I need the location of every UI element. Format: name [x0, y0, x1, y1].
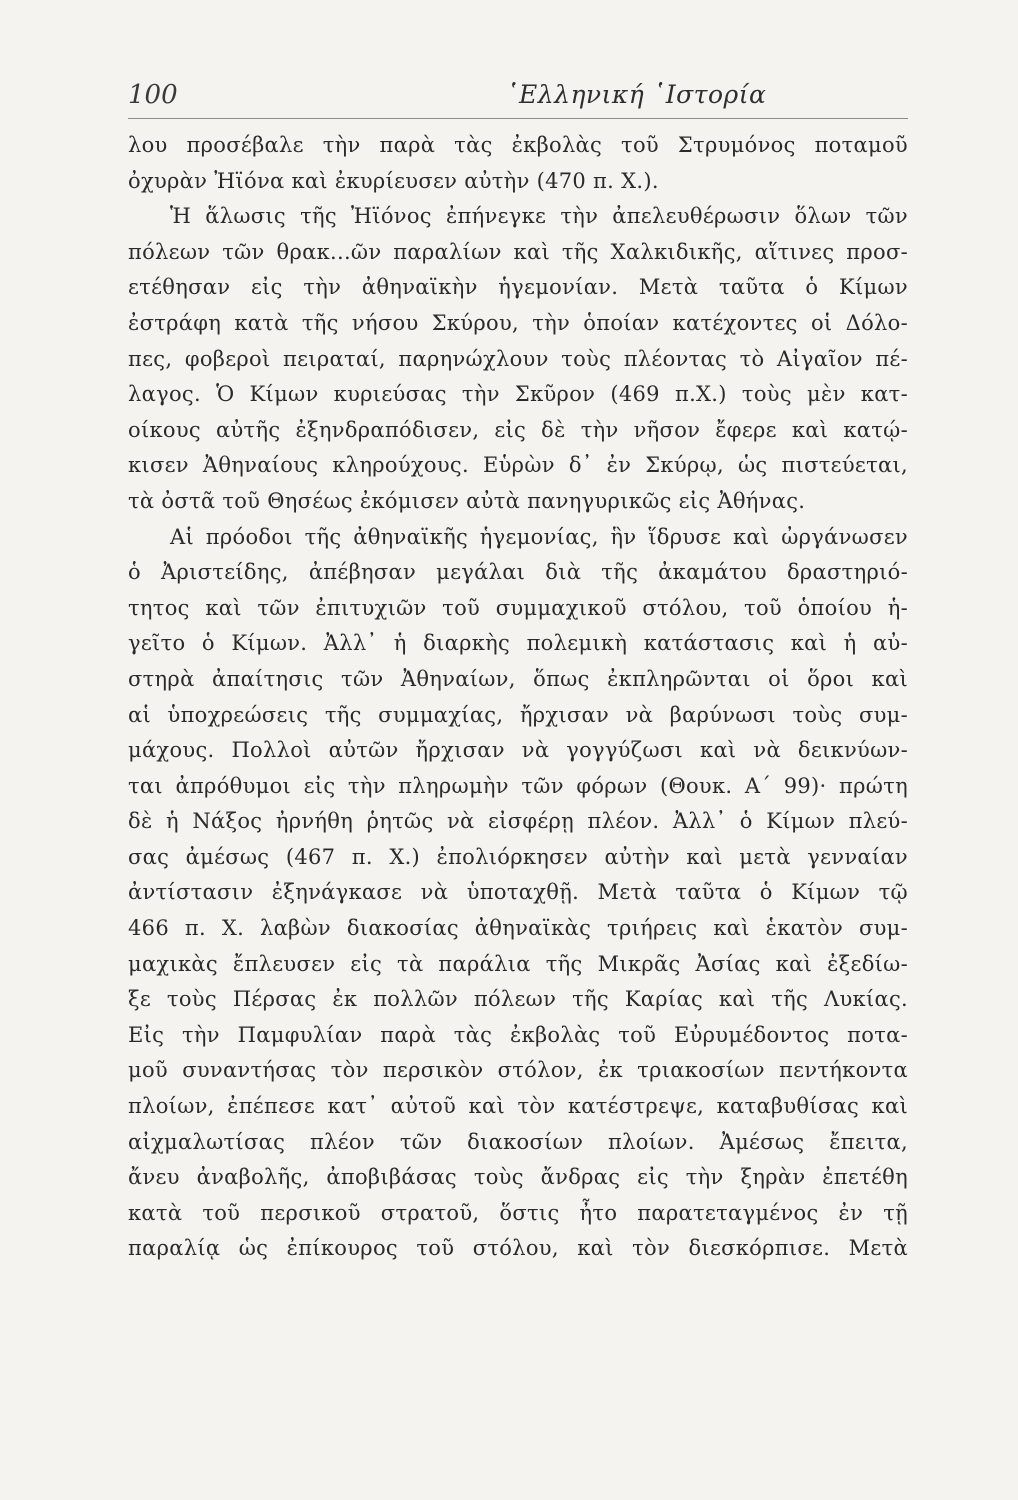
text-line: μαχικὰς ἔπλευσεν εἰς τὰ παράλια τῆς Μικρᾶς Ἀσίας καὶ ἐξεδίω- [128, 951, 908, 976]
text-line: μάχους. Πολλοὶ αὐτῶν ἤρχισαν νὰ γογγύζωσι καὶ νὰ δεικνύων- [128, 738, 908, 763]
text-line: τητος καὶ τῶν ἐπιτυχιῶν τοῦ συμμαχικοῦ στόλου, τοῦ ὁποίου ἡ- [128, 595, 908, 620]
text-line: ετέθησαν εἰς τὴν ἀθηναϊκὴν ἡγεμονίαν. Μετὰ ταῦτα ὁ Κίμων [128, 275, 908, 300]
text-line: σας ἀμέσως (467 π. Χ.) ἐπολιόρκησεν αὐτὴν καὶ μετὰ γενναίαν [128, 844, 908, 869]
text-line: ται ἀπρόθυμοι εἰς τὴν πληρωμὴν τῶν φόρων (Θουκ. Α΄ 99)· πρώτη [128, 773, 908, 798]
text-line: παραλίᾳ ὡς ἐπίκουρος τοῦ στόλου, καὶ τὸν διεσκόρπισε. Μετὰ [128, 1236, 908, 1261]
text-line: μοῦ συναντήσας τὸν περσικὸν στόλον, ἐκ τριακοσίων πεντήκοντα [128, 1058, 908, 1083]
text-line: οίκους αὐτῆς ἐξηνδραπόδισεν, εἰς δὲ τὴν νῆσον ἔφερε καὶ κατῴ- [128, 417, 908, 442]
text-line: τὰ ὀστᾶ τοῦ Θησέως ἐκόμισεν αὐτὰ πανηγυρικῶς εἰς Ἀθήνας. [128, 488, 806, 513]
running-title: ῾Ελληνική ῾Ιστορία [506, 80, 767, 109]
text-line: ξε τοὺς Πέρσας ἐκ πολλῶν πόλεων τῆς Καρίας καὶ τῆς Λυκίας. [128, 987, 908, 1012]
text-line: πλοίων, ἐπέπεσε κατ᾽ αὐτοῦ καὶ τὸν κατέστρεψε, καταβυθίσας καὶ [128, 1094, 908, 1119]
text-line: κισεν Ἀθηναίους κληρούχους. Εὑρὼν δ᾽ ἐν Σκύρῳ, ὡς πιστεύεται, [128, 453, 908, 478]
text-line: πόλεων τῶν θρακ...ῶν παραλίων καὶ τῆς Χαλκιδικῆς, αἵτινες προσ- [128, 239, 908, 264]
text-line: αἰχμαλωτίσας πλέον τῶν διακοσίων πλοίων. Ἀμέσως ἔπειτα, [128, 1129, 908, 1154]
text-line: ἄνευ ἀναβολῆς, ἀποβιβάσας τοὺς ἄνδρας εἰς τὴν ξηρὰν ἐπετέθη [128, 1165, 908, 1190]
text-line: κατὰ τοῦ περσικοῦ στρατοῦ, ὅστις ἦτο παρατεταγμένος ἐν τῇ [128, 1200, 908, 1225]
text-line: αἱ ὑποχρεώσεις τῆς συμμαχίας, ἤρχισαν νὰ βαρύνωσι τοὺς συμ- [128, 702, 908, 727]
text-line: γεῖτο ὁ Κίμων. Ἀλλ᾽ ἡ διαρκὴς πολεμικὴ κατάστασις καὶ ἡ αὐ- [128, 631, 908, 656]
text-line: πες, φοβεροὶ πειραταί, παρηνώχλουν τοὺς πλέοντας τὸ Αἰγαῖον πέ- [128, 346, 908, 371]
text-line: Εἰς τὴν Παμφυλίαν παρὰ τὰς ἐκβολὰς τοῦ Εὐρυμέδοντος ποτα- [128, 1022, 908, 1047]
text-line: στηρὰ ἀπαίτησις τῶν Ἀθηναίων, ὅπως ἐκπληρῶνται οἱ ὅροι καὶ [128, 666, 908, 691]
page-header [128, 80, 906, 120]
text-line: 466 π. Χ. λαβὼν διακοσίας ἀθηναϊκὰς τριήρεις καὶ ἑκατὸν συμ- [128, 916, 908, 941]
text-line: ὁ Ἀριστείδης, ἀπέβησαν μεγάλαι διὰ τῆς ἀκαμάτου δραστηριό- [128, 560, 908, 585]
text-line: δὲ ἡ Νάξος ἠρνήθη ῥητῶς νὰ εἰσφέρῃ πλέον. Ἀλλ᾽ ὁ Κίμων πλεύ- [128, 809, 908, 834]
text-line: ἐστράφη κατὰ τῆς νήσου Σκύρου, τὴν ὁποίαν κατέχοντες οἱ Δόλο- [128, 310, 908, 335]
header-rule [128, 118, 908, 119]
text-line: Αἱ πρόοδοι τῆς ἀθηναϊκῆς ἡγεμονίας, ἣν ἵδρυσε καὶ ὠργάνωσεν [170, 524, 908, 549]
text-line: λου προσέβαλε τὴν παρὰ τὰς ἐκβολὰς τοῦ Στρυμόνος ποταμοῦ [128, 133, 908, 157]
text-line: Ἡ ἅλωσις τῆς Ἠϊόνος ἐπήνεγκε τὴν ἀπελευθέρωσιν ὅλων τῶν [170, 204, 908, 229]
body-text [128, 128, 908, 1267]
text-line: ὀχυρὰν Ἠϊόνα καὶ ἐκυρίευσεν αὐτὴν (470 π. Χ.). [128, 168, 659, 193]
text-line: ἀντίστασιν ἐξηνάγκασε νὰ ὑποταχθῇ. Μετὰ ταῦτα ὁ Κίμων τῷ [128, 880, 908, 905]
page-number: 100 [128, 80, 178, 110]
text-line: λαγος. Ὁ Κίμων κυριεύσας τὴν Σκῦρον (469 π.Χ.) τοὺς μὲν κατ- [128, 382, 908, 407]
